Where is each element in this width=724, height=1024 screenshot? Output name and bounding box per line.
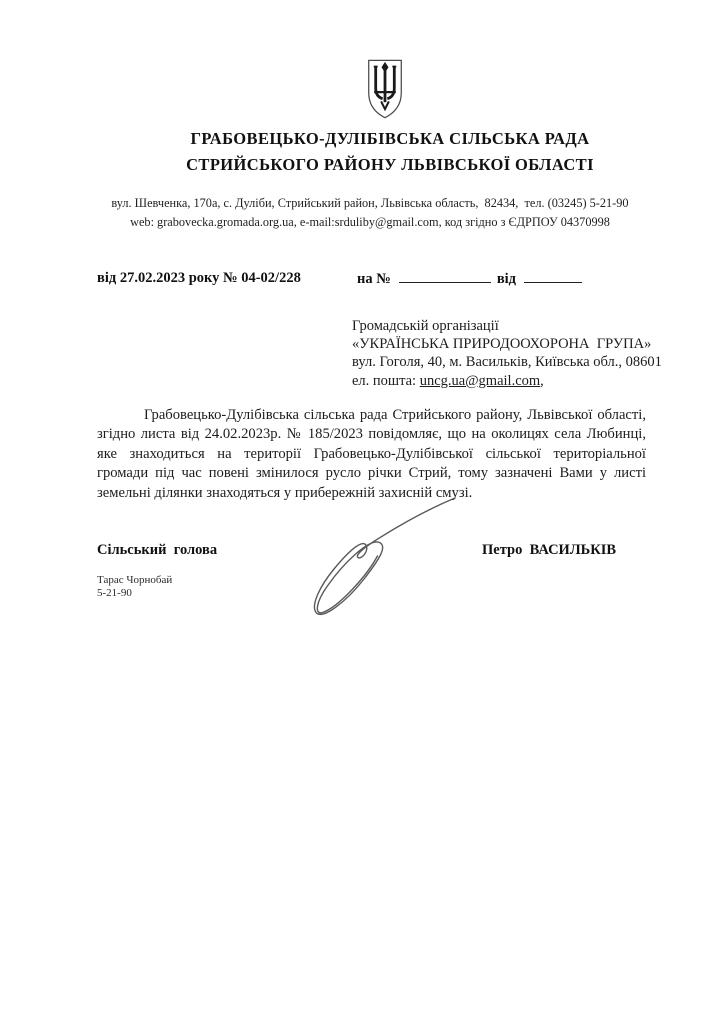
signer-name: Петро ВАСИЛЬКІВ [482,542,617,558]
letter-body-paragraph: Грабовецько-Дулібівська сільська рада Стрийського району, Львівської області, згідно листа від 24.02.2023р. № 185/2023 повідомляє, що на околицях села Любинці, яке знаходиться на території Грабовецько-Дулібівської сільської територіальної громади під час повені змінилося русло річки Стрий, тому зазначені Вами у листі земельні ділянки знаходяться у прибережній захисній смузі. [97,407,646,501]
letterhead [60,126,720,178]
incoming-ref [357,270,582,288]
org-contacts [40,194,700,232]
ukraine-tryzub-emblem [361,58,409,120]
org-address-line: вул. Шевченка, 170а, с. Дуліби, Стрийський район, Львівська область, 82434, тел. (03245) 5-21-90 [111,196,629,210]
recipient-org-type: Громадській організації [352,318,499,334]
outgoing-ref: від 27.02.2023 року № 04-02/228 [97,270,301,286]
executor-phone: 5-21-90 [97,587,132,599]
recipient-email-label: ел. пошта: [352,372,420,389]
org-web-email-line: web: grabovecka.gromada.org.ua, e-mail:srduliby@gmail.com, код згідно з ЄДРПОУ 04370998 [130,215,610,229]
recipient-email-suffix: , [540,372,544,389]
recipient-email: uncg.ua@gmail.com [419,372,541,389]
org-name-line2: СТРИЙСЬКОГО РАЙОНУ ЛЬВІВСЬКОЇ ОБЛАСТІ [186,155,594,174]
incoming-number-blank [399,270,491,283]
recipient-org-name: «УКРАЇНСЬКА ПРИРОДООХОРОНА ГРУПА» [352,336,652,353]
incoming-date-label: від [496,271,517,287]
tryzub-icon [361,58,409,120]
incoming-date-blank [524,270,582,283]
org-name-line1: ГРАБОВЕЦЬКО-ДУЛІБІВСЬКА СІЛЬСЬКА РАДА [190,129,590,148]
signer-position-title: Сільський голова [97,542,218,558]
executor-info [97,574,172,600]
handwritten-signature [303,488,458,628]
recipient-address: вул. Гоголя, 40, м. Васильків, Київська обл., 08601 [352,354,662,371]
executor-name: Тарас Чорнобай [97,574,173,586]
incoming-number-label: на № [357,271,391,287]
recipient-block [352,317,682,390]
recipient-email-line [352,372,682,390]
